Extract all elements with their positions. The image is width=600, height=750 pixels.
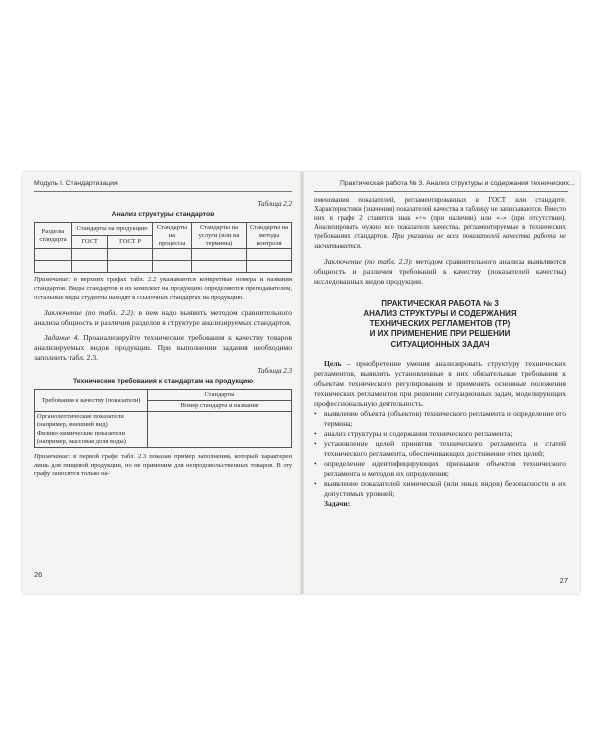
table-cell [72,249,108,261]
section-title-line: ТЕХНИЧЕСКИХ РЕГЛАМЕНТОВ (ТР) [369,319,511,329]
table-2-3 [34,389,292,448]
table-cell [247,261,292,273]
section-title-line: АНАЛИЗ СТРУКТУРЫ И СОДЕРЖАНИЯ [363,308,517,318]
continuation-paragraph [314,196,566,251]
left-page [22,172,300,594]
conclusion-label: Заключение (по табл. 2.3) [324,256,411,266]
right-page [304,172,580,594]
table-cell [72,261,108,273]
conclusion-text: : методом сравнительного анализа выявляются общность и различия требований к качеству (показателей качества) исследованных видов продукции. [314,256,566,286]
table-cell [192,261,247,273]
right-page-body [314,196,566,508]
header-rule-right [314,191,568,192]
list-item: • определение идентифицирующих признаков объектов технического регламента и методов их определения; [314,459,566,479]
table-cell [247,249,292,261]
note-label: Примечание [34,276,69,284]
list-item: • выявление объекта (объектов) технического регламента и определение его термина; [314,409,566,429]
list-item: • выявление показателей химической (или иных видов) безопасности и их допустимых уровней; [314,479,566,499]
table-cell [108,261,153,273]
table-header-cell: Стандарты на методы контроля [247,223,292,249]
continuation-text: именования показателей, регламентированных в ГОСТ или стандарте. Характеристики (значения) показателей качества в таблицу не записываются. Вместо них в графе 2 ставится знак «+» (при наличии) или «–» (при отсутствии). Анализировать нужно все показатели качества, регламентируемые в технических требованиях стандартов. [314,197,566,241]
table-cell [192,249,247,261]
table-header-cell: Разделы стандарта [35,223,72,249]
table-row [35,411,292,429]
list-item: • установление целей принятия технического регламента и статей технического регламента, обеспечивающих достижение этих целей; [314,439,566,459]
table-row [35,429,292,447]
table-cell [153,249,192,261]
table-header-cell: Стандарты [148,390,292,401]
table-header-cell: ГОСТ Р [108,236,153,249]
table-row [35,249,292,261]
book-spread [22,172,580,594]
left-page-body [34,200,292,479]
goal-label: Цель [324,358,342,368]
header-rule-left [34,191,292,192]
conclusion-2-3 [314,257,566,287]
table-cell [148,429,292,447]
running-head-left: Модуль I. Стандартизация [34,180,118,187]
goal-list [314,409,566,499]
table-cell [35,249,72,261]
table-cell [108,249,153,261]
table-title-2-2: Анализ структуры стандартов [111,211,215,218]
table-cell: Органолептические показатели (например, внешний вид) [35,411,148,429]
tasks-label: Задачи: [324,499,351,509]
table-title-2-3: Технические требования к стандартам на продукцию [72,378,254,386]
table-row [35,261,292,273]
task-text: Проанализируйте технические требования к качеству товаров анализируемых видов продукции. При выполнении задания необходимо заполнить табл. 2.3. [34,333,292,363]
conclusion-label: Заключение (по табл. 2.2) [44,308,133,318]
page-number-right: 27 [559,576,568,585]
note-table-2-3 [34,453,292,479]
note-text: : в верхних графах табл. 2.2 указываются конкретные номера и названия стандартов. Виды стандартов и их комплект на продукцию определяются преподавателем, остальные виды студенты находят в ссылочных стандартах на продукцию. [34,276,292,301]
table-header-cell: Номер стандарта и название [148,400,292,411]
table-cell [148,411,292,429]
table-row [35,390,292,401]
table-row [35,223,292,236]
section-title-line: И ИХ ПРИМЕНЕНИЕ ПРИ РЕШЕНИИ [369,329,511,339]
note-text: : в первой графе табл. 2.3 показан пример заполнения, который характерен лишь для пищевой продукции, но не применим для непродовольственных товаров. В эту графу заносятся только на- [34,452,292,478]
task-4 [34,333,292,363]
section-title [314,299,566,350]
section-title-line: СИТУАЦИОННЫХ ЗАДАЧ [390,339,490,349]
table-cell [35,261,72,273]
conclusion-text: : в нем надо выявить методом сравнительного анализа общность и различия разделов в структуре анализируемых стандартов. [34,308,292,328]
table-caption-2-3: Таблица 2.3 [257,367,292,376]
table-2-2 [34,222,292,273]
table-header-cell: Стандарты на услуги (или на термины) [192,223,247,249]
note-table-2-2 [34,276,292,302]
section-title-line: ПРАКТИЧЕСКАЯ РАБОТА № 3 [381,298,499,308]
table-cell [153,261,192,273]
goal-paragraph [314,359,566,409]
table-header-cell: ГОСТ [72,236,108,249]
continuation-italic: При указании не всех показателей качества работа не засчитывается. [314,233,566,250]
table-caption-2-2: Таблица 2.2 [257,200,292,208]
task-label: Задание 4. [44,333,80,343]
note-label: Примечание [34,452,69,460]
running-head-right: Практическая работа № 3. Анализ структуры и содержания технических... [340,180,575,187]
table-header-cell: Требования к качеству (показатели) [35,390,148,412]
page-number-left: 26 [34,570,43,579]
table-cell: Физико-химические показатели (например, массовая доля воды) [35,429,148,447]
conclusion-2-2 [34,308,292,328]
goal-text: – приобретение умения анализировать структуру технических регламентов, выявлять установленные в них обязательные требования к объектам технического регулирования и применять основные положения технических регламентов при решении ситуационных задач, моделирующих профессиональную деятельность. [314,358,566,408]
table-header-cell: Стандарты на продукцию [72,223,153,236]
table-header-cell: Стандарты на процессы [153,223,192,249]
list-item: • анализ структуры и содержания технического регламента; [314,429,566,439]
